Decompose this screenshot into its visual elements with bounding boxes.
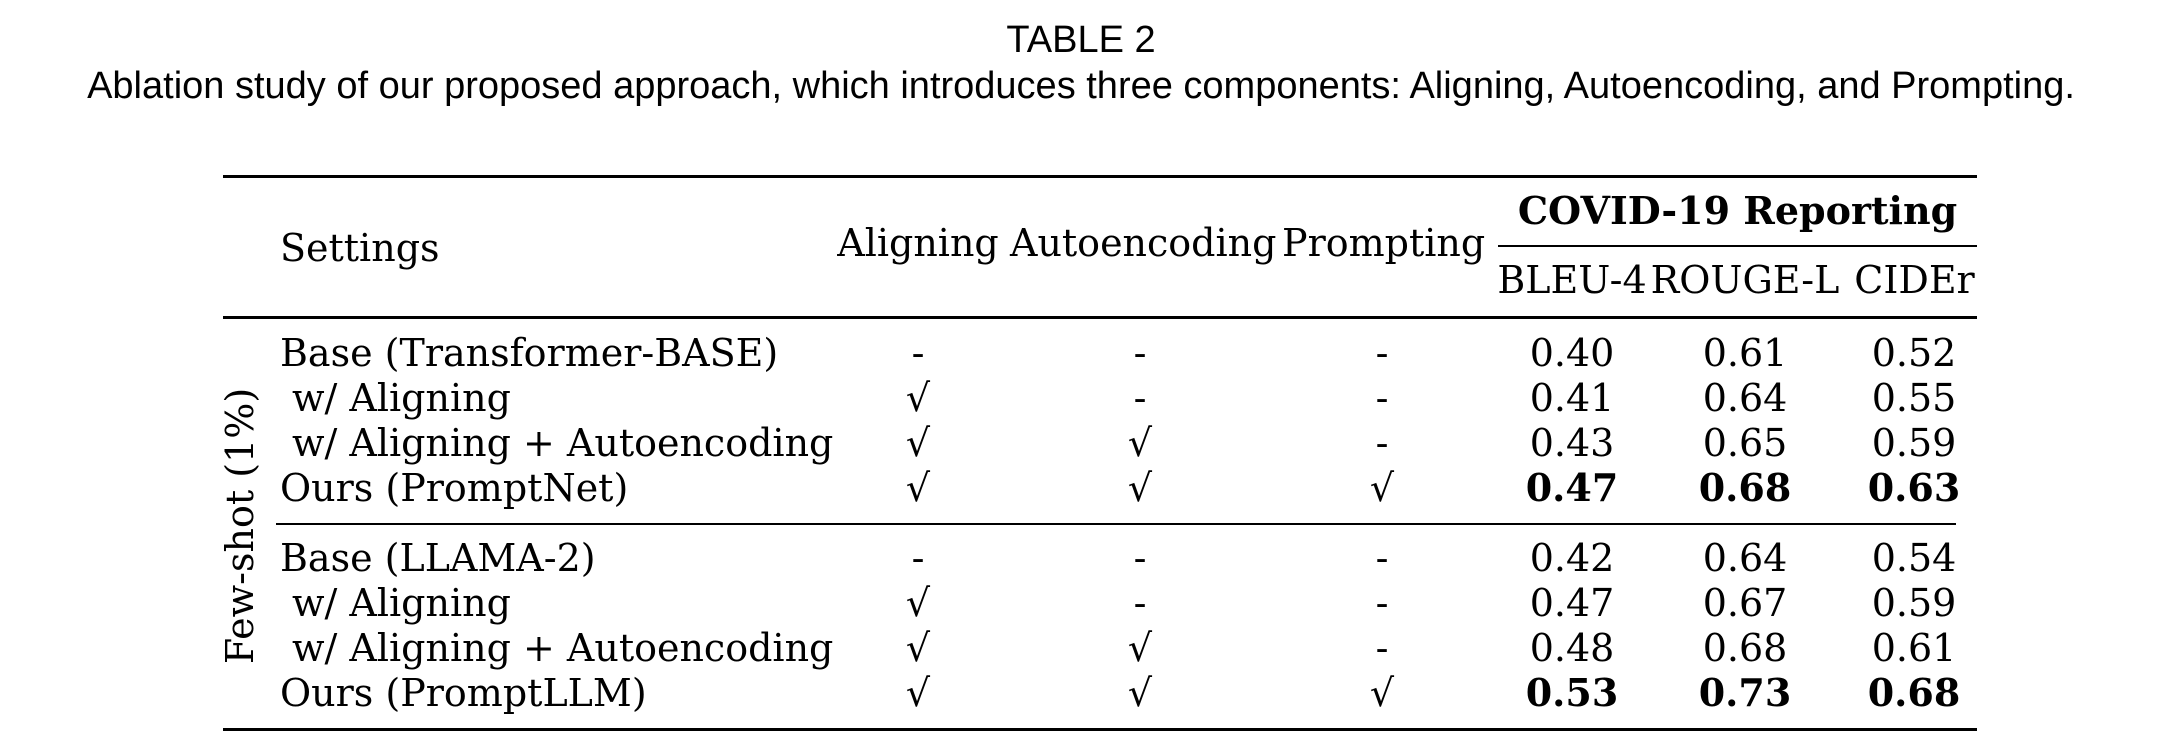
check-mark: √: [905, 466, 931, 510]
check-mark: √: [905, 376, 931, 420]
row-setting: w/ Aligning + Autoencoding: [292, 421, 834, 465]
row-setting: w/ Aligning: [292, 376, 511, 420]
header-rougel: ROUGE-L: [1650, 258, 1840, 302]
dash-mark: -: [911, 536, 925, 580]
metric-value: 0.64: [1702, 376, 1788, 420]
dash-mark: -: [1375, 626, 1389, 670]
metric-value: 0.68: [1702, 626, 1788, 670]
row-setting: Ours (PromptNet): [280, 466, 629, 510]
metric-value: 0.41: [1529, 376, 1615, 420]
check-mark: √: [1127, 671, 1153, 715]
metric-value: 0.73: [1698, 670, 1792, 715]
dash-mark: -: [1375, 581, 1389, 625]
metric-value: 0.55: [1871, 376, 1957, 420]
metric-value: 0.68: [1867, 670, 1961, 715]
dash-mark: -: [1375, 376, 1389, 420]
table-caption: Ablation study of our proposed approach, which introduces three components: Aligning, Autoencoding, and Prompting.: [87, 65, 2075, 107]
metric-value: 0.59: [1871, 421, 1957, 465]
check-mark: √: [1127, 466, 1153, 510]
check-mark: √: [1127, 421, 1153, 465]
check-mark: √: [1369, 466, 1395, 510]
group-header-underline: [1498, 245, 1977, 247]
metric-value: 0.48: [1529, 626, 1615, 670]
few-shot-text: Few-shot (1%): [218, 387, 262, 665]
metric-value: 0.47: [1529, 581, 1615, 625]
metric-value: 0.53: [1525, 670, 1619, 715]
group-separator-rule: [276, 523, 1956, 525]
dash-mark: -: [1133, 536, 1147, 580]
metric-value: 0.68: [1698, 465, 1792, 510]
header-rule: [223, 316, 1977, 319]
top-rule: [223, 175, 1977, 178]
header-covid-group: COVID-19 Reporting: [1517, 188, 1958, 233]
dash-mark: -: [1375, 331, 1389, 375]
header-bleu4: BLEU-4: [1497, 258, 1647, 302]
dash-mark: -: [1375, 536, 1389, 580]
check-mark: √: [1127, 626, 1153, 670]
row-setting: Base (Transformer-BASE): [280, 331, 779, 375]
dash-mark: -: [1133, 331, 1147, 375]
check-mark: √: [905, 421, 931, 465]
metric-value: 0.43: [1529, 421, 1615, 465]
table-label: TABLE 2: [1006, 19, 1156, 61]
metric-value: 0.59: [1871, 581, 1957, 625]
header-cider: CIDEr: [1854, 258, 1975, 302]
metric-value: 0.61: [1871, 626, 1957, 670]
bottom-rule: [223, 728, 1977, 731]
header-prompting: Prompting: [1282, 221, 1486, 265]
metric-value: 0.63: [1867, 465, 1961, 510]
dash-mark: -: [1375, 421, 1389, 465]
metric-value: 0.61: [1702, 331, 1788, 375]
dash-mark: -: [1133, 376, 1147, 420]
row-setting: w/ Aligning + Autoencoding: [292, 626, 834, 670]
metric-value: 0.42: [1529, 536, 1615, 580]
row-setting: Base (LLAMA-2): [280, 536, 596, 580]
check-mark: √: [905, 581, 931, 625]
metric-value: 0.65: [1702, 421, 1788, 465]
header-settings: Settings: [280, 226, 440, 270]
metric-value: 0.54: [1871, 536, 1957, 580]
row-setting: w/ Aligning: [292, 581, 511, 625]
header-autoencoding: Autoencoding: [1010, 221, 1277, 265]
metric-value: 0.64: [1702, 536, 1788, 580]
dash-mark: -: [911, 331, 925, 375]
check-mark: √: [905, 626, 931, 670]
dash-mark: -: [1133, 581, 1147, 625]
header-aligning: Aligning: [837, 221, 999, 265]
metric-value: 0.52: [1871, 331, 1957, 375]
metric-value: 0.40: [1529, 331, 1615, 375]
row-setting: Ours (PromptLLM): [280, 671, 647, 715]
check-mark: √: [905, 671, 931, 715]
metric-value: 0.67: [1702, 581, 1788, 625]
metric-value: 0.47: [1525, 465, 1619, 510]
check-mark: √: [1369, 671, 1395, 715]
